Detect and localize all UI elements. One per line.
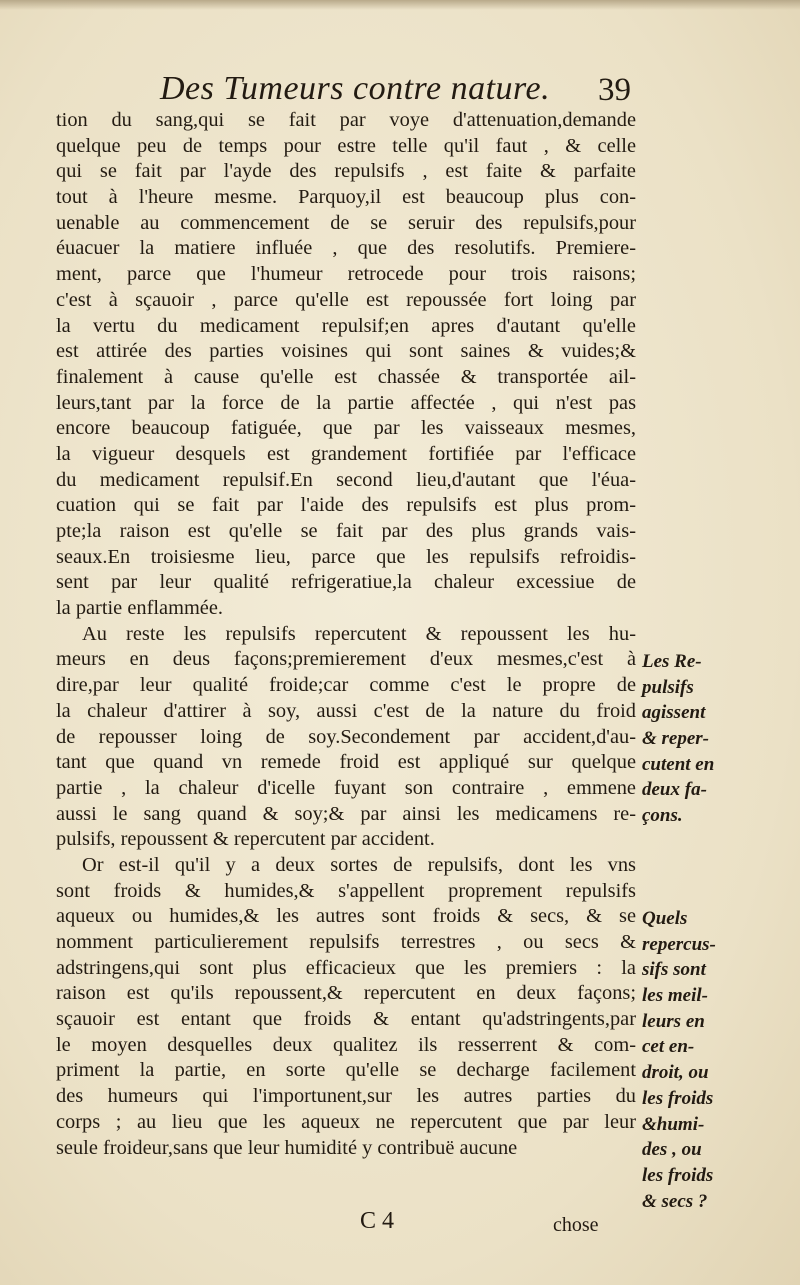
margin-note-line: deux fa-	[642, 779, 707, 801]
margin-note-line: droit, ou	[642, 1062, 709, 1084]
text-line: pulsifs, repoussent & repercutent par accident.	[56, 828, 435, 851]
text-line: de repousser loing de soy.Secondement par accident,d'au-	[56, 725, 636, 748]
page-header	[0, 70, 800, 110]
margin-note-line: & secs ?	[642, 1190, 708, 1212]
page-number: 39	[598, 72, 631, 108]
text-line: cuation qui se fait par l'aide des repulsifs est plus prom-	[56, 494, 636, 517]
text-line: qui se fait par l'ayde des repulsifs , est faite & parfaite	[56, 160, 636, 183]
text-line: tant que quand vn remede froid est appliqué sur quelque	[56, 751, 636, 774]
text-line: aussi le sang quand & soy;& par ainsi les medicamens re-	[56, 802, 636, 825]
text-line: la vigueur desquels est grandement fortifiée par l'efficace	[56, 442, 636, 465]
catchword: chose	[553, 1214, 599, 1236]
margin-note-line: çons.	[642, 805, 683, 827]
page-footer	[0, 1208, 800, 1244]
margin-note-line: pulsifs	[642, 676, 694, 698]
margin-note-quels-repercussifs	[642, 906, 792, 1214]
margin-note-line: les froids	[642, 1087, 714, 1109]
text-line: le moyen desquelles deux qualitez ils resserrent & com-	[56, 1033, 636, 1056]
text-line: raison est qu'ils repoussent,& repercutent en deux façons;	[56, 982, 636, 1005]
margin-note-line: & reper-	[642, 728, 710, 750]
text-line: adstringens,qui sont plus efficacieux que les premiers : la	[56, 956, 636, 979]
text-line: nomment particulierement repulsifs terrestres , ou secs &	[56, 931, 636, 953]
text-line: finalement à cause qu'elle est chassée & transportée ail-	[56, 365, 636, 388]
margin-note-line: Quels	[642, 908, 688, 929]
page-top-edge	[0, 0, 800, 10]
text-line: la partie enflammée.	[56, 597, 223, 620]
margin-note-line: &humi-	[642, 1113, 705, 1135]
text-line: priment la partie, en sorte qu'elle se decharge facilement	[56, 1059, 636, 1082]
text-line: la vertu du medicament repulsif;en apres d'autant qu'elle	[56, 314, 636, 337]
text-line: pte;la raison est qu'elle se fait par des plus grands vais-	[56, 520, 636, 542]
text-line: est attirée des parties voisines qui sont saines & vuides;&	[56, 340, 636, 363]
text-line: du medicament repulsif.En second lieu,d'autant que l'éua-	[56, 468, 636, 491]
text-line: dire,par leur qualité froide;car comme c'est le propre de	[56, 674, 636, 697]
text-line: des humeurs qui l'importunent,sur les autres parties du	[56, 1085, 636, 1108]
text-line: quelque peu de temps pour estre telle qu'il faut , & celle	[56, 134, 636, 157]
text-line: Au reste les repulsifs repercutent & repoussent les hu-	[82, 622, 636, 645]
text-line: ment, parce que l'humeur retrocede pour trois raisons;	[56, 263, 636, 286]
signature-mark: C 4	[360, 1208, 395, 1234]
text-line: éuacuer la matiere influée , que des resolutifs. Premiere-	[56, 237, 636, 260]
text-line: meurs en deus façons;premierement d'eux mesmes,c'est à	[56, 648, 636, 671]
text-line: uenable au commencement de se seruir des repulsifs,pour	[56, 211, 636, 234]
margin-note-line: leurs en	[642, 1010, 705, 1032]
running-title: Des Tumeurs contre nature.	[160, 70, 551, 107]
text-line: sçauoir est entant que froids & entant qu'adstringents,par	[56, 1008, 636, 1031]
margin-note-line: les meil-	[642, 985, 708, 1007]
text-line: aqueux ou humides,& les autres sont froids & secs, & se	[56, 905, 636, 928]
margin-note-line: repercus-	[642, 933, 716, 955]
text-line: Or est-il qu'il y a deux sortes de repulsifs, dont les vns	[82, 853, 636, 876]
margin-note-line: cet en-	[642, 1036, 695, 1058]
text-line: tout à l'heure mesme. Parquoy,il est beaucoup plus con-	[56, 186, 636, 209]
margin-note-line: des , ou	[642, 1139, 702, 1161]
margin-note-line: les froids	[642, 1164, 714, 1186]
text-line: tion du sang,qui se fait par voye d'attenuation,demande	[56, 109, 636, 131]
text-line: partie , la chaleur d'icelle fuyant son contraire , emmene	[56, 776, 636, 799]
text-line: la chaleur d'attirer à soy, aussi c'est de la nature du froid	[56, 699, 636, 722]
text-line: corps ; au lieu que les aqueux ne repercutent que par leur	[56, 1110, 636, 1133]
margin-note-repulsifs-agissent	[642, 649, 792, 829]
text-line: encore beaucoup fatiguée, que par les vaisseaux mesmes,	[56, 417, 636, 440]
text-line: leurs,tant par la force de la partie affectée , qui n'est pas	[56, 391, 636, 414]
margin-note-line: cutent en	[642, 753, 715, 775]
margin-note-line: Les Re-	[642, 651, 702, 672]
margin-note-line: agissent	[642, 702, 706, 724]
margin-note-line: sifs sont	[642, 959, 706, 981]
text-line: seaux.En troisiesme lieu, parce que les repulsifs refroidis-	[56, 545, 636, 568]
text-line: c'est à sçauoir , parce qu'elle est repoussée fort loing par	[56, 288, 636, 311]
text-line: sent par leur qualité refrigeratiue,la chaleur excessiue de	[56, 571, 636, 594]
body-text	[56, 108, 636, 1161]
text-line: seule froideur,sans que leur humidité y contribuë aucune	[56, 1136, 518, 1159]
text-line: sont froids & humides,& s'appellent proprement repulsifs	[56, 879, 636, 902]
